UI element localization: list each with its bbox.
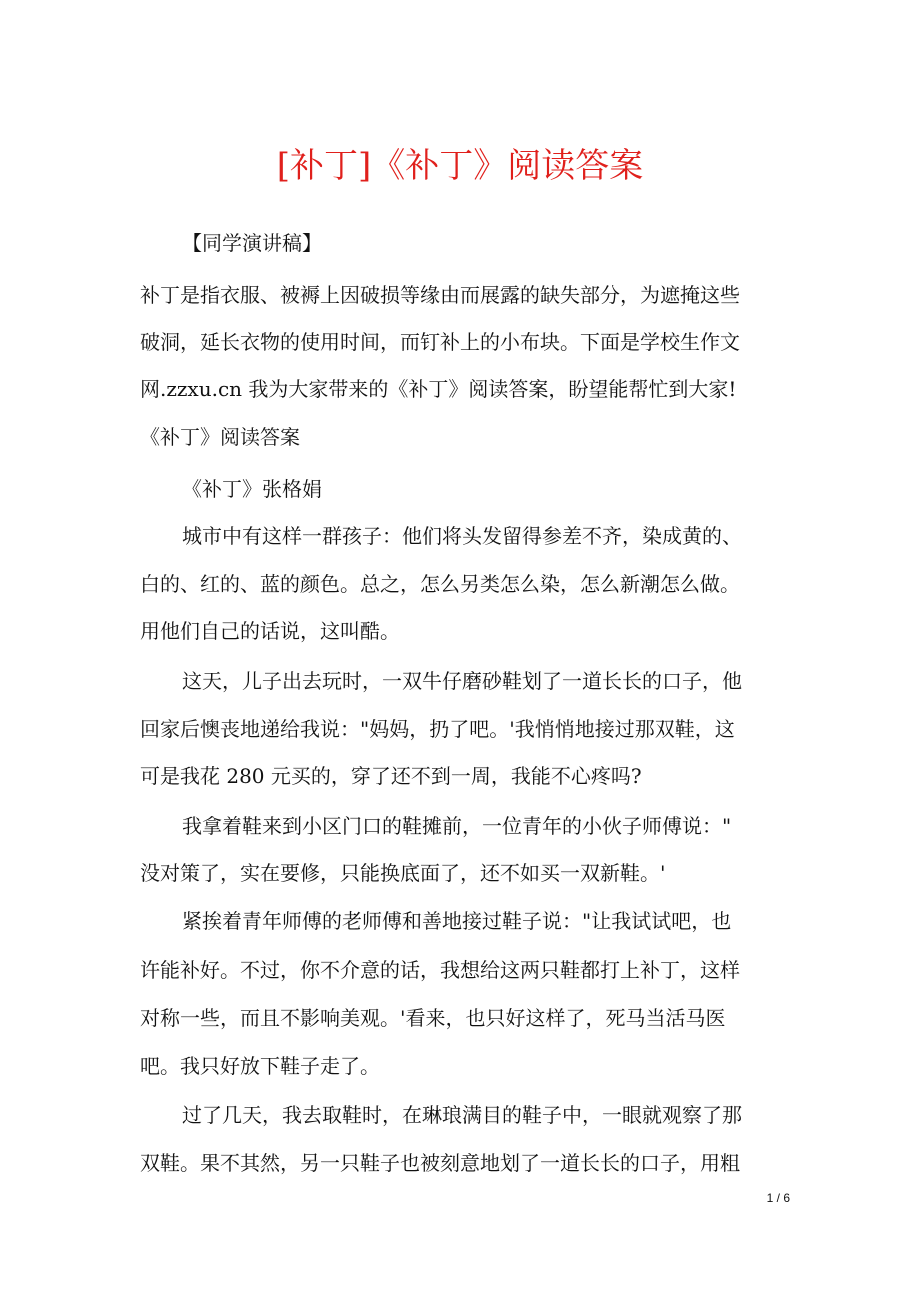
text-line: 我拿着鞋来到小区门口的鞋摊前，一位青年的小伙子师傅说：" <box>182 814 732 838</box>
text-line: 回家后懊丧地递给我说："妈妈，扔了吧。'我悄悄地接过那双鞋，这 <box>140 717 735 741</box>
text-line: 对称一些，而且不影响美观。'看来，也只好这样了，死马当活马医 <box>140 1006 726 1030</box>
subheading: 《补丁》阅读答案 <box>140 425 300 449</box>
text-line: 补丁是指衣服、被褥上因破损等缘由而展露的缺失部分，为遮掩这些 <box>140 283 740 307</box>
text-line: 双鞋。果不其然，另一只鞋子也被刻意地划了一道长长的口子，用粗 <box>140 1151 740 1175</box>
text-line: 紧挨着青年师傅的老师傅和善地接过鞋子说："让我试试吧，也 <box>182 909 732 933</box>
text-line: 可是我花 280 元买的，穿了还不到一周，我能不心疼吗? <box>140 764 642 788</box>
section-label: 【同学演讲稿】 <box>182 231 322 255</box>
text-line: 城市中有这样一群孩子：他们将头发留得参差不齐，染成黄的、 <box>182 524 742 548</box>
page-number: 1 / 6 <box>766 1191 790 1205</box>
page-title: [补丁]《补丁》阅读答案 <box>276 146 644 186</box>
text-line: 吧。我只好放下鞋子走了。 <box>140 1054 380 1078</box>
text-line: 破洞，延长衣物的使用时间，而钉补上的小布块。下面是学校生作文 <box>140 330 740 354</box>
text-line: 白的、红的、蓝的颜色。总之，怎么另类怎么染，怎么新潮怎么做。 <box>140 572 740 596</box>
article-heading: 《补丁》张格娟 <box>182 477 322 501</box>
text-line: 没对策了，实在要修，只能换底面了，还不如买一双新鞋。' <box>140 861 666 885</box>
text-line: 网.zzxu.cn 我为大家带来的《补丁》阅读答案，盼望能帮忙到大家! <box>140 377 737 401</box>
text-line: 用他们自己的话说，这叫酷。 <box>140 619 400 643</box>
text-line: 过了几天，我去取鞋时，在琳琅满目的鞋子中，一眼就观察了那 <box>182 1103 742 1127</box>
text-line: 许能补好。不过，你不介意的话，我想给这两只鞋都打上补丁，这样 <box>140 958 740 982</box>
text-line: 这天，儿子出去玩时，一双牛仔磨砂鞋划了一道长长的口子，他 <box>182 669 742 693</box>
